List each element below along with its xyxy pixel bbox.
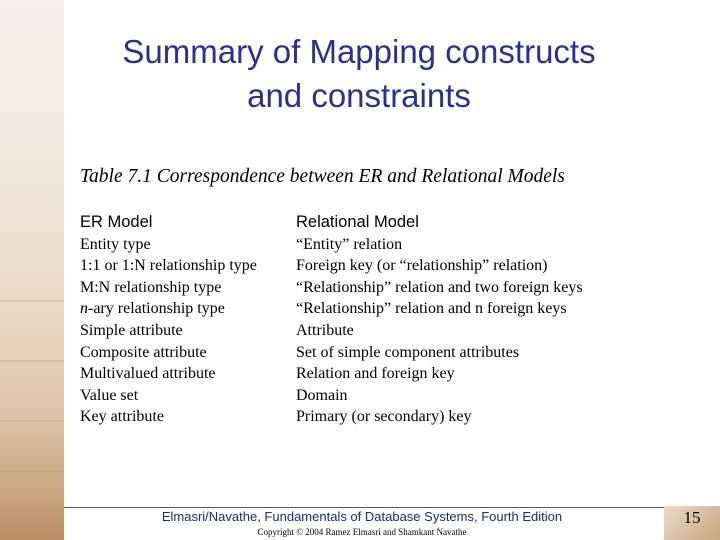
sand-ripple	[0, 470, 64, 472]
sand-ripple	[0, 420, 64, 422]
table-caption: Table 7.1 Correspondence between ER and Relational Models	[80, 166, 565, 187]
sand-ripple	[0, 360, 64, 362]
relational-cell: “Entity” relation	[296, 235, 403, 253]
page-number: 15	[683, 508, 701, 527]
table-row	[80, 363, 680, 385]
relational-cell: “Relationship” relation and n foreign keys	[296, 300, 567, 318]
er-cell: Multivalued attribute	[80, 365, 216, 383]
relational-cell: Foreign key (or “relationship” relation)	[296, 257, 548, 275]
mapping-table	[80, 212, 680, 428]
er-cell: 1:1 or 1:N relationship type	[80, 257, 257, 275]
er-cell: n-ary relationship type	[80, 300, 225, 318]
er-cell: Composite attribute	[80, 343, 207, 361]
table-row	[80, 234, 680, 256]
relational-cell: Attribute	[296, 321, 354, 339]
footer-divider	[64, 507, 720, 508]
er-cell: M:N relationship type	[80, 278, 222, 296]
relational-cell: Primary (or secondary) key	[296, 408, 472, 426]
er-cell: Entity type	[80, 235, 151, 253]
relational-cell: Domain	[296, 386, 348, 404]
table-row	[80, 406, 680, 428]
table-row	[80, 298, 680, 320]
relational-cell: Set of simple component attributes	[296, 343, 520, 361]
header-relational-model: Relational Model	[296, 213, 419, 231]
footer-book-citation: Elmasri/Navathe, Fundamentals of Database Systems, Fourth Edition	[161, 509, 563, 524]
footer-copyright: Copyright © 2004 Ramez Elmasri and Shamkant Navathe	[257, 527, 467, 537]
table-row	[80, 342, 680, 364]
table-header-row	[80, 212, 680, 234]
title-line-2: and constraints	[247, 77, 471, 114]
relational-cell: Relation and foreign key	[296, 365, 455, 383]
relational-cell: “Relationship” relation and two foreign keys	[296, 278, 583, 296]
table-row	[80, 385, 680, 407]
table-row	[80, 277, 680, 299]
header-er-model: ER Model	[80, 213, 153, 231]
desert-sand-background	[0, 0, 64, 540]
er-cell: Key attribute	[80, 408, 164, 426]
table-row	[80, 255, 680, 277]
er-cell: Value set	[80, 386, 139, 404]
er-cell: Simple attribute	[80, 321, 183, 339]
sand-ripple	[0, 300, 64, 302]
table-row	[80, 320, 680, 342]
slide-title	[64, 30, 654, 118]
title-line-1: Summary of Mapping constructs	[122, 33, 596, 70]
